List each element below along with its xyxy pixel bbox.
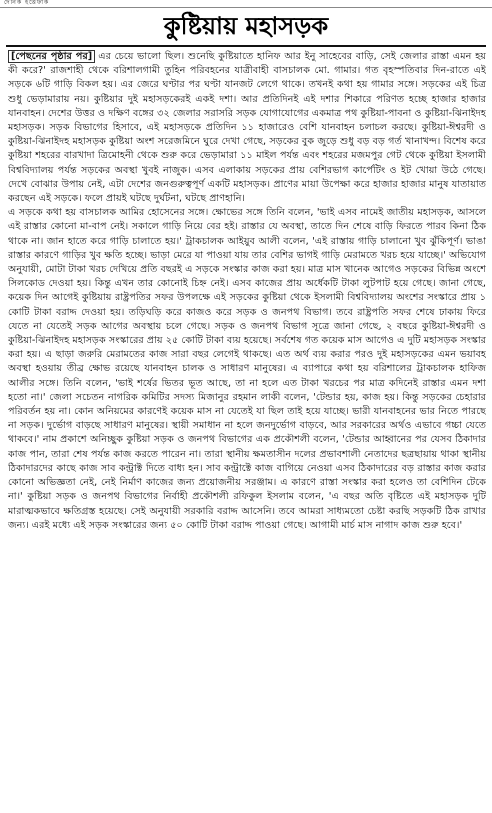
paragraph-2-text: এ সড়কে কথা হয় বাসচালক আমির হোসেনের সঙ্গে। ক্ষোভের সঙ্গে তিনি বলেন, 'ভাই এসব নামেই জাতীয় মহাসড়ক, আসলে এই রাস্তার কোনো মা-বাপ নেই। সকালে গাড়ি নিয়ে বের হই। রাস্তার যে অবস্থা, তাতে দিন শেষে বাড়ি ফিরতে পারব কিনা ঠিক থাকে না। জান হাতে করে গাড়ি চালাতে হয়।' ট্রাকচালক আইয়ুব আলী বলেন, 'এই রাস্তায় গাড়ি চালানো খুব ঝুঁকিপূর্ণ। ভাঙা রাস্তার কারণে গাড়ির খুব ক্ষতি হচ্ছে। ভাড়া মেরে যা পাওয়া যায় তার বেশির ভাগই গাড়ি মেরামতে খরচ হয়ে যাচ্ছে।' অভিযোগ অনুযায়ী, মোটা টাকা খরচ দেখিয়ে প্রতি বছরই এ সড়কে সংস্কার কাজ করা হয়। মাত্র মাস খানেক আগেও সড়কের বিভিন্ন অংশে সিলকোড দেওয়া হয়। কিন্তু এখন তার কোনোই চিহ্ন নেই। এসব কাজের প্রায় অর্ধেকটি টাকা লুটপাট হয়ে গেছে। জানা গেছে, কয়েক দিন আগেই কুষ্টিয়ায় রাষ্ট্রপতির সফর উপলক্ষে এই সড়কের কুষ্টিয়া থেকে ইসলামী বিশ্ববিদ্যালয় অংশের সংস্কারে প্রায় ১ কোটি টাকা বরাদ্দ দেওয়া হয়। তড়িঘড়ি করে কাজও করে সড়ক ও জনপথ বিভাগ। তবে রাষ্ট্রপতি সফর শেষে ঢাকায় ফিরে যেতে না যেতেই সড়ক আগের অবস্থায় চলে গেছে। সড়ক ও জনপথ বিভাগ সূত্রে জানা গেছে, ২ বছরে কুষ্টিয়া-ঈশ্বরদী ও কুষ্টিয়া-ঝিনাইদহ মহাসড়ক সংস্কারের প্রায় ২৫ কোটি টাকা ব্যয় হয়েছে। সর্বশেষ গত কয়েক মাস আগেও এ দুটি মহাসড়ক সংস্কার করা হয়। এ ছাড়া জরুরি মেরামতের কাজ সারা বছর লেগেই থাকছে। এত অর্থ ব্যয় করার পরও দুই মহাসড়কের এমন ভয়াবহ অবস্থা হওয়ায় তীব্র ক্ষোভ রয়েছে যানবাহন চালক ও সাধারণ মানুষের। এ ব্যাপারে কথা হয় বরিশালের ট্রাকচালক হাফিজ আলীর সঙ্গে। তিনি বলেন, 'ভাই শর্ষের ভিতর ভূত আছে, তা না হলে এত টাকা খরচের পর মাত্র কদিনেই রাস্তার এমন দশা হতো না।' জেলা সচেতন নাগরিক কমিটির সদস্য মিজানুর রহমান লাকী বলেন, 'টেন্ডার হয়, কাজ হয়। কিন্তু সড়কের চেহারার পরিবর্তন হয় না। কোন অনিয়মের কারণেই কয়েক মাস না যেতেই যা ছিল তাই হয়ে যাচ্ছে। ভারী যানবাহনের ভার নিতে পারছে না সড়ক। দুর্ভোগ বাড়ছে সাধারণ মানুষের। স্থায়ী সমাধান না হলে জনদুর্ভোগ বাড়বে, আর সরকারের অর্থও এভাবে গচ্চা যেতে থাকবে।' নাম প্রকাশে অনিচ্ছুক কুষ্টিয়া সড়ক ও জনপথ বিভাগের এক প্রকৌশলী বলেন, 'টেন্ডার আহ্বানের পর যেসব ঠিকাদার কাজ পান, তারা শেষ পর্যন্ত কাজ করতে পারেন না। তারা স্থানীয় ক্ষমতাসীন দলের প্রভাবশালী নেতাদের ছত্রছায়ায় থাকা স্থানীয় ঠিকাদারদের কাছে কাজ সাব কন্ট্রাক্ট দিতে বাধ্য হন। সাব কন্ট্রাক্টে কাজ বাগিয়ে নেওয়া এসব ঠিকাদারের বড় রাস্তার কাজ করার কোনো অভিজ্ঞতা নেই, নেই নির্মাণ কাজের জন্য প্রয়োজনীয় সরঞ্জাম। এ কারণে রাস্তা সংস্কার করা হলেও তা বেশিদিন টেকে না।' কুষ্টিয়া সড়ক ও জনপথ বিভাগের নির্বাহী প্রকৌশলী রফিকুল ইসলাম বলেন, 'এ বছর অতি বৃষ্টিতে এই মহাসড়ক দুটি মারাত্মকভাবে ক্ষতিগ্রস্ত হয়েছে। সেই অনুযায়ী সরকারি বরাদ্দ আসেনি। তবে আমরা সাধ্যমতো চেষ্টা করছি সড়কটি ঠিক রাখার জন্য। এরই মধ্যে এই সড়ক সংস্কারের জন্য ৫০ কোটি টাকা বরাদ্দ পাওয়া গেছে। আগামী মার্চ মাস নাগাদ কাজ শুরু হবে।' xyxy=(8,207,486,531)
continuation-kicker: [পেছনের পৃষ্ঠার পর] xyxy=(8,50,95,63)
masthead-strip xyxy=(0,0,492,8)
headline-text: কুষ্টিয়ায় মহাসড়ক xyxy=(163,11,329,40)
headline xyxy=(0,9,492,45)
article-paragraph-2 xyxy=(8,206,486,533)
article-body xyxy=(8,50,486,808)
headline-divider xyxy=(6,45,486,47)
article-paragraph-1 xyxy=(8,50,486,206)
paragraph-1-text: এর চেয়ে ভালো ছিল। শুনেছি কুষ্টিয়াতে হানিফ আর ইনু সাহেবের বাড়ি, সেই জেলার রাস্তা এমন হয় কী করে?' রাজশাহী থেকে বরিশালগামী তুহিন পরিবহনের যাত্রীবাহী বাসচালক মো. গামার। গত বৃহস্পতিবার দিন-রাতে এই সড়কে ৬টি গাড়ি বিকল হয়। এর জেরে ঘণ্টার পর ঘণ্টা যানজট লেগে থাকে। তখনই কথা হয় গামার সঙ্গে। সড়কের এই চিত্র শুধু ভেড়ামারায় নয়। কুষ্টিয়ার দুই মহাসড়কেরই একই দশা। আর প্রতিদিনই এই দশার শিকারে পরিণত হচ্ছে হাজার হাজার যানবাহন। দেশের উত্তর ও দক্ষিণ বঙ্গের ৩২ জেলার সরাসরি সড়ক যোগাযোগের একমাত্র পথ কুষ্টিয়া-পাবনা ও কুষ্টিয়া-ঝিনাইদহ মহাসড়ক। সড়ক বিভাগের হিসাবে, এই মহাসড়কে প্রতিদিন ১১ হাজারেও বেশি যানবাহন চলাচল করছে। কুষ্টিয়া-ঈশ্বরদী ও কুষ্টিয়া-ঝিনাইদহ মহাসড়ক কুষ্টিয়া অংশ সরেজমিনে ঘুরে দেখা গেছে, সড়কের বুক জুড়ে শুধু বড় বড় গর্ত খানাখন্দ। বিশেষ করে কুষ্টিয়া শহরের বারখাদা ত্রিমোহনী থেকে শুরু করে ভেড়ামারা ১১ মাইল পর্যন্ত এবং শহরের মজমপুর গেট থেকে কুষ্টিয়া ইসলামী বিশ্ববিদ্যালয় পর্যন্ত সড়কের অবস্থা খুবই নাজুক। এসব এলাকায় সড়কের প্রায় বেশিরভাগ কার্পেটিং ও ইট খোয়া উঠে গেছে। দেখে বোঝার উপায় নেই, এটা দেশের জনগুরুত্বপূর্ণ একটি মহাসড়ক। প্রাণের মায়া উপেক্ষা করে হাজার হাজার মানুষ যাতায়াত করছেন এই সড়কে। ফলে প্রায়ই ঘটছে দুর্ঘটনা, ঘটছে প্রাণহানি। xyxy=(8,51,486,205)
masthead-strip-text: দৈনিক ইত্তেফাক xyxy=(4,0,50,6)
